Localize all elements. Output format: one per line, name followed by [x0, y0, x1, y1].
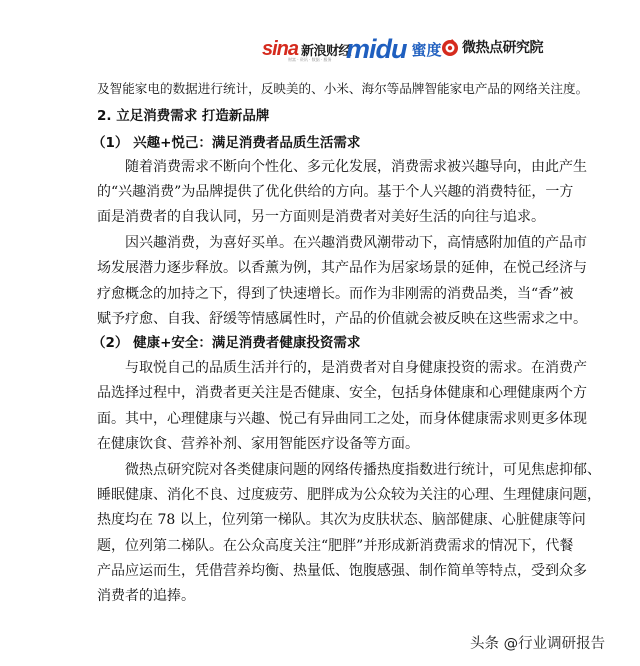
body-line: 与取悦自己的品质生活并行的，是消费者对自身健康投资的需求。在消费产 [125, 360, 587, 376]
wrd-flame-icon [440, 37, 460, 57]
sina-logo-text: 新浪财经 [301, 44, 352, 59]
body-line: 赋予疗愈、自我、舒缓等情感属性时，产品的价值就会被反映在这些需求之中。 [97, 311, 587, 327]
body-line: 面是消费者的自我认同，另一方面则是消费者对美好生活的向往与追求。 [97, 209, 545, 225]
sina-logo-subtitle: 财富 · 资讯 · 数据 · 服务 [288, 57, 332, 62]
wrd-logo-text: 微热点研究院 [462, 40, 543, 56]
body-line: 题，位列第二梯队。在公众高度关注“肥胖”并形成新消费需求的情况下，代餐 [97, 538, 574, 554]
body-line: 因兴趣消费，为喜好买单。在兴趣消费风潮带动下，高情感附加值的产品市 [125, 235, 587, 251]
wrd-logo [440, 37, 543, 57]
body-line: 及智能家电的数据进行统计，反映美的、小米、海尔等品牌智能家电产品的网络关注度。 [97, 81, 589, 96]
watermark-text: 头条 @行业调研报告 [470, 636, 606, 652]
body-line: 在健康饮食、营养补剂、家用智能医疗设备等方面。 [97, 436, 419, 452]
body-line: 疗愈概念的加持之下，得到了快速增长。而作为非刚需的消费品类，当“香”被 [97, 286, 574, 302]
subsection-heading: （2） 健康+安全：满足消费者健康投资需求 [92, 335, 361, 351]
body-line: 场发展潜力逐步释放。以香薰为例，其产品作为居家场景的延伸，在悦己经济与 [97, 260, 587, 276]
body-line: 微热点研究院对各类健康问题的网络传播热度指数进行统计，可见焦虑抑郁、 [125, 462, 601, 478]
report-header [0, 0, 640, 72]
body-line: 产品应运而生，凭借营养均衡、热量低、饱腹感强、制作简单等特点，受到众多 [97, 563, 587, 579]
midu-logo-mark: midu [346, 34, 407, 64]
sina-logo-mark: sina [262, 38, 299, 60]
sina-finance-logo [262, 38, 351, 61]
body-line: 随着消费需求不断向个性化、多元化发展，消费需求被兴趣导向，由此产生 [125, 159, 587, 175]
midu-logo [346, 34, 442, 65]
body-line: 的“兴趣消费”为品牌提供了优化供给的方向。基于个人兴趣的消费特征，一方 [97, 184, 574, 200]
section-heading: 2. 立足消费需求 打造新品牌 [97, 108, 270, 124]
toutiao-watermark [470, 632, 605, 653]
midu-logo-text: 蜜度 [411, 41, 442, 59]
body-line: 热度均在 78 以上，位列第一梯队。其次为皮肤状态、脑部健康、心脏健康等问 [97, 512, 586, 528]
body-line: 消费者的追捧。 [97, 588, 195, 604]
body-line: 面。其中，心理健康与兴趣、悦己有异曲同工之处，而身体健康需求则更多体现 [97, 411, 587, 427]
subsection-heading: （1） 兴趣+悦己：满足消费者品质生活需求 [92, 135, 361, 151]
body-line: 品选择过程中，消费者更关注是否健康、安全，包括身体健康和心理健康两个方 [97, 385, 587, 401]
body-line: 睡眠健康、消化不良、过度疲劳、肥胖成为公众较为关注的心理、生理健康问题， [97, 487, 601, 503]
